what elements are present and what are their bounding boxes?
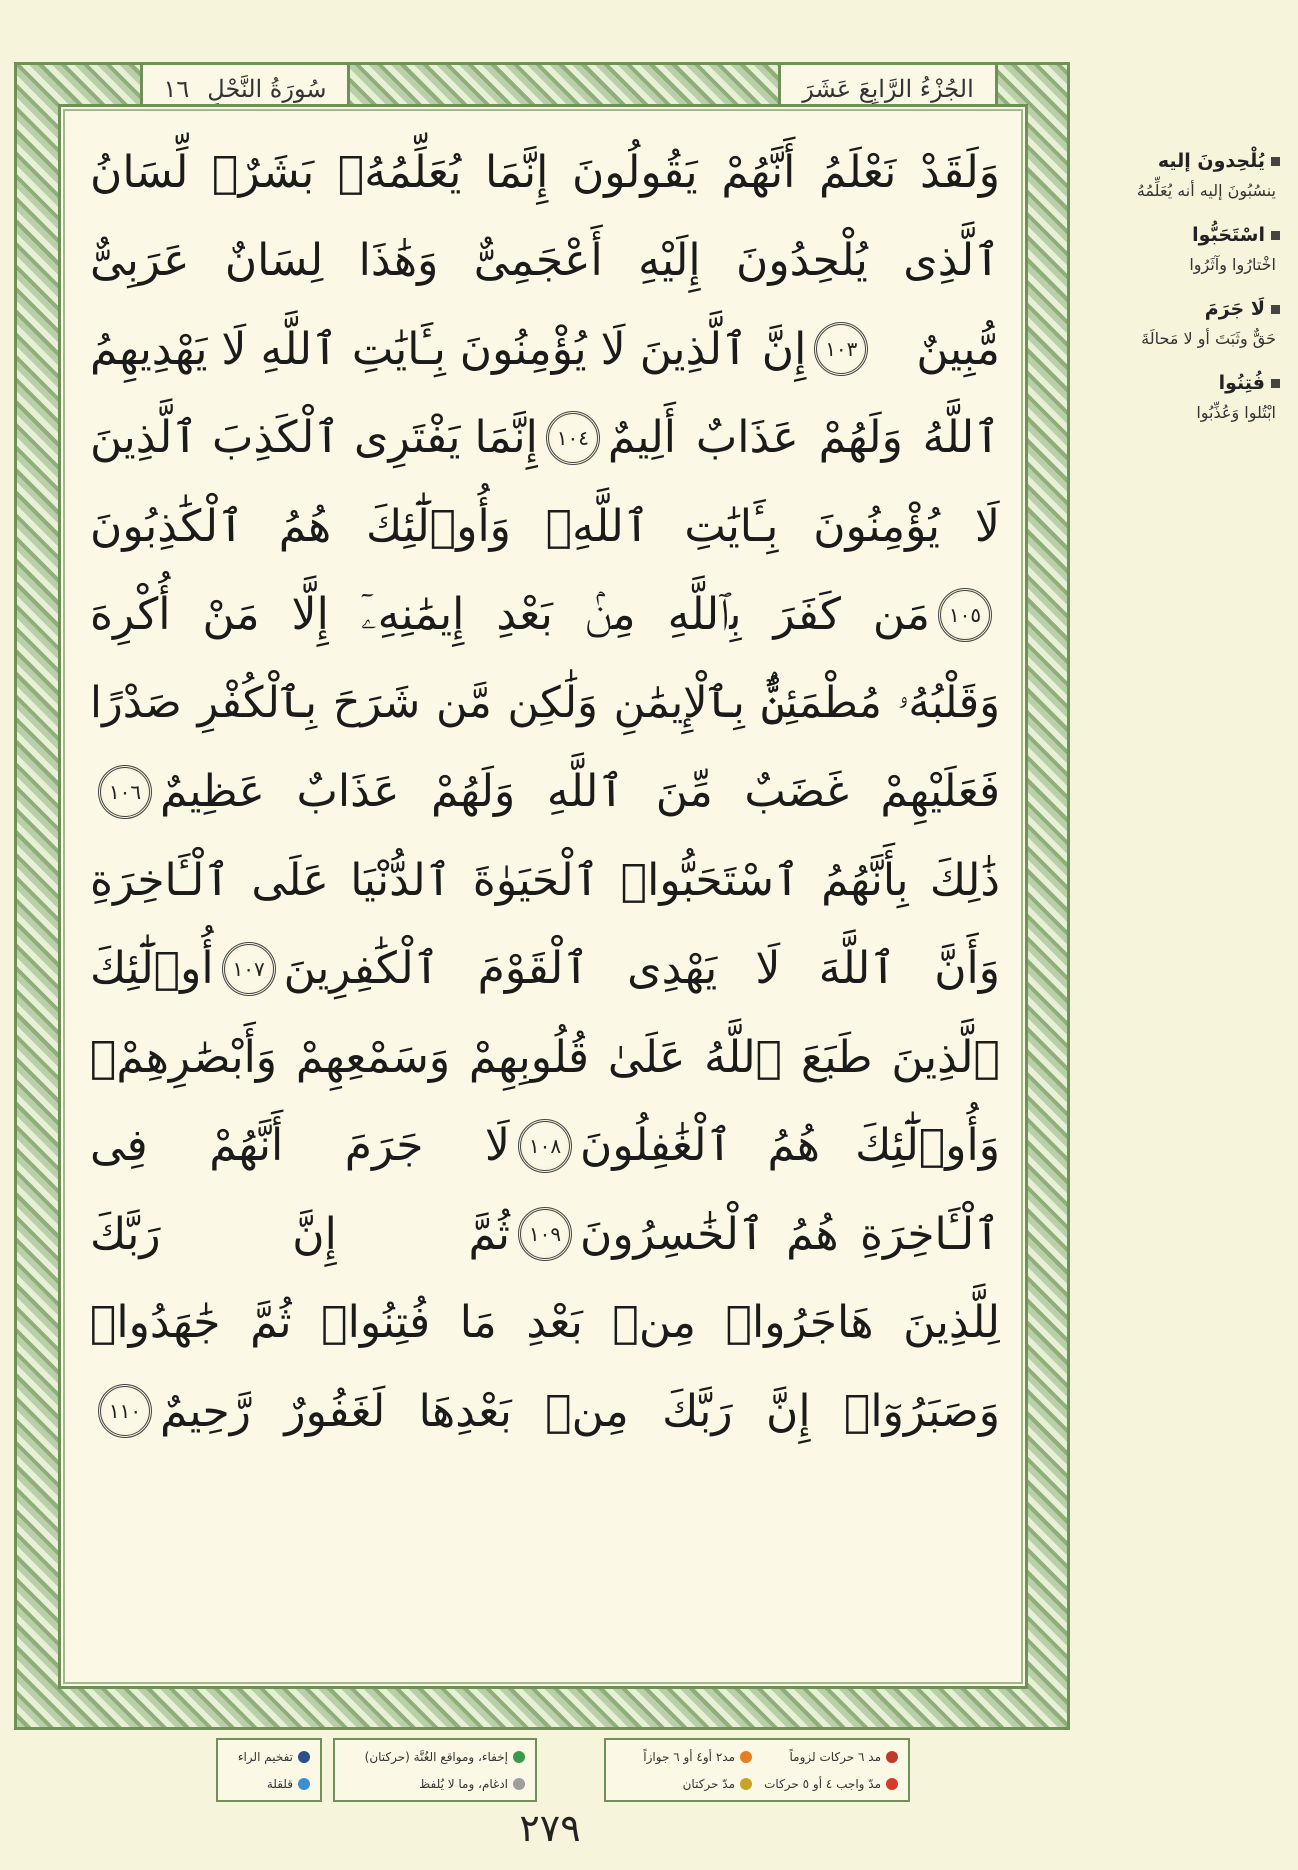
verse-line: لِلَّذِينَ هَاجَرُوا۟ مِنۢ بَعْدِ مَا فُتِنُوا۟ ثُمَّ جَٰهَدُوا۟ bbox=[90, 1297, 1000, 1349]
tajweed-legend-ghunna bbox=[333, 1738, 537, 1802]
bullet-square-icon bbox=[1271, 305, 1280, 314]
color-dot-icon bbox=[298, 1751, 310, 1763]
glossary-word: لَا جَرَمَ bbox=[1120, 298, 1280, 320]
color-dot-icon bbox=[886, 1751, 898, 1763]
ayah-number-marker: ١٠٦ bbox=[98, 765, 152, 819]
glossary-word: فُتِنُوا bbox=[1120, 372, 1280, 394]
legend-item: مد٢ أو٤ أو ٦ جوازاً bbox=[616, 1744, 752, 1769]
ayah-number-marker: ١٠٨ bbox=[518, 1119, 572, 1173]
legend-item: ادغام، وما لا يُلفظ bbox=[345, 1771, 525, 1796]
legend-item: مد ٦ حركات لزوماً bbox=[762, 1744, 898, 1769]
tajweed-legend-madd bbox=[604, 1738, 910, 1802]
verse-line: فَعَلَيْهِمْ غَضَبٌ مِّنَ ٱللَّهِ وَلَهُمْ عَذَابٌ عَظِيمٌ ١٠٦ bbox=[90, 748, 1000, 837]
legend-item: إخفاء، ومواقع الغُنَّة (حركتان) bbox=[345, 1744, 525, 1769]
verse-line: ١٠٥ مَن كَفَرَ بِٱللَّهِ مِنۢ بَعْدِ إِيمَٰنِهِۦٓ إِلَّا مَنْ أُكْرِهَ bbox=[90, 571, 1000, 660]
verse-line: مُّبِينٌ ١٠٣ إِنَّ ٱلَّذِينَ لَا يُؤْمِنُونَ بِـَٔايَٰتِ ٱللَّهِ لَا يَهْدِيهِمُ bbox=[90, 323, 1000, 375]
glossary-meaning: اخْتارُوا وآثَرُوا bbox=[1189, 255, 1276, 274]
ayah-number-marker: ١٠٣ bbox=[814, 322, 868, 376]
verse-line: وَأَنَّ ٱللَّهَ لَا يَهْدِى ٱلْقَوْمَ ٱلْكَٰفِرِينَ ١٠٧ أُو۟لَٰٓئِكَ bbox=[90, 943, 1000, 995]
glossary-meaning: ابْتُلوا وَعُذِّبُوا bbox=[1196, 403, 1276, 422]
legend-item: مدّ واجب ٤ أو ٥ حركات bbox=[762, 1771, 898, 1796]
verse-line: ٱللَّهُ وَلَهُمْ عَذَابٌ أَلِيمٌ ١٠٤ إِنَّمَا يَفْتَرِى ٱلْكَذِبَ ٱلَّذِينَ bbox=[90, 412, 1000, 464]
color-dot-icon bbox=[886, 1778, 898, 1790]
verse-block bbox=[90, 128, 1000, 1456]
ayah-number-marker: ١٠٩ bbox=[518, 1207, 572, 1261]
verse-line: وَلَقَدْ نَعْلَمُ أَنَّهُمْ يَقُولُونَ إِنَّمَا يُعَلِّمُهُۥ بَشَرٌۗ لِّسَانُ bbox=[90, 146, 1000, 198]
verse-line: وَأُو۟لَٰٓئِكَ هُمُ ٱلْغَٰفِلُونَ ١٠٨ لَا جَرَمَ أَنَّهُمْ فِى bbox=[90, 1120, 1000, 1172]
bullet-square-icon bbox=[1271, 231, 1280, 240]
ayah-number-marker: ١٠٧ bbox=[222, 942, 276, 996]
legend-item: تفخيم الراء bbox=[228, 1744, 310, 1769]
verse-line: وَقَلْبُهُۥ مُطْمَئِنٌّۢ بِٱلْإِيمَٰنِ وَلَٰكِن مَّن شَرَحَ بِٱلْكُفْرِ صَدْرًا bbox=[90, 678, 1000, 729]
color-dot-icon bbox=[740, 1751, 752, 1763]
glossary-meaning: حَقٌّ وثَبَتَ أو لا مَحالَةَ bbox=[1141, 329, 1276, 348]
legend-item: مدّ حركتان bbox=[616, 1771, 752, 1796]
page-number: ٢٧٩ bbox=[519, 1806, 581, 1850]
verse-line: لَا يُؤْمِنُونَ بِـَٔايَٰتِ ٱللَّهِۖ وَأُو۟لَٰٓئِكَ هُمُ ٱلْكَٰذِبُونَ bbox=[90, 500, 1000, 552]
bullet-square-icon bbox=[1271, 157, 1280, 166]
glossary-meaning: ينسُبُونَ إليه أنه يُعَلِّمُهُ bbox=[1136, 181, 1276, 200]
ayah-number-marker: ١٠٥ bbox=[938, 588, 992, 642]
surah-number: ١٦ bbox=[163, 74, 190, 103]
glossary-word: اسْتَحَبُّوا bbox=[1120, 224, 1280, 246]
color-dot-icon bbox=[513, 1778, 525, 1790]
ayah-number-marker: ١١٠ bbox=[98, 1384, 152, 1438]
legend-item: قلقلة bbox=[228, 1771, 310, 1796]
color-dot-icon bbox=[298, 1778, 310, 1790]
tajweed-legend-ra bbox=[216, 1738, 322, 1802]
verse-line: ذَٰلِكَ بِأَنَّهُمُ ٱسْتَحَبُّوا۟ ٱلْحَيَوٰةَ ٱلدُّنْيَا عَلَى ٱلْـَٔاخِرَةِ bbox=[90, 854, 1000, 906]
ayah-number-marker: ١٠٤ bbox=[546, 411, 600, 465]
glossary-word: يُلْحِدونَ إليه bbox=[1120, 150, 1280, 172]
word-glossary bbox=[1120, 150, 1280, 446]
color-dot-icon bbox=[740, 1778, 752, 1790]
surah-name: سُورَةُ النَّحْلِ bbox=[207, 74, 327, 103]
verse-line: ٱلَّذِينَ طَبَعَ ٱللَّهُ عَلَىٰ قُلُوبِهِمْ وَسَمْعِهِمْ وَأَبْصَٰرِهِمْۖ bbox=[90, 1031, 1000, 1083]
verse-line: ٱلْـَٔاخِرَةِ هُمُ ٱلْخَٰسِرُونَ ١٠٩ ثُمَّ إِنَّ رَبَّكَ bbox=[90, 1208, 1000, 1260]
juz-name: الجُزْءُ الرَّابِعَ عَشَرَ bbox=[802, 74, 974, 103]
bullet-square-icon bbox=[1271, 379, 1280, 388]
color-dot-icon bbox=[513, 1751, 525, 1763]
verse-line: ٱلَّذِى يُلْحِدُونَ إِلَيْهِ أَعْجَمِىٌّ وَهَٰذَا لِسَانٌ عَرَبِىٌّ bbox=[90, 235, 1000, 287]
verse-line: وَصَبَرُوٓا۟ إِنَّ رَبَّكَ مِنۢ بَعْدِهَا لَغَفُورٌ رَّحِيمٌ ١١٠ bbox=[90, 1367, 1000, 1456]
